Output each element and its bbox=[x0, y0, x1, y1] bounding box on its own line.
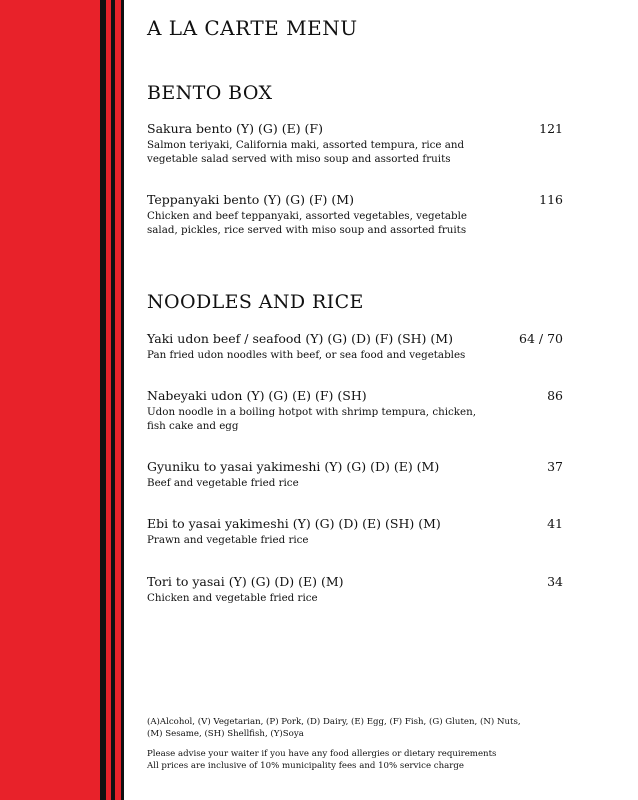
menu-item-price: 121 bbox=[539, 121, 563, 136]
menu-item-description: Prawn and vegetable fried rice bbox=[147, 534, 309, 546]
menu-footer bbox=[147, 716, 587, 772]
menu-item-price: 34 bbox=[547, 574, 563, 589]
menu-item-price: 64 / 70 bbox=[519, 331, 563, 346]
allergy-advice-note: Please advise your waiter if you have any food allergies or dietary requirements bbox=[147, 749, 497, 759]
menu-item-name: Yaki udon beef / seafood (Y) (G) (D) (F) (SH) (M) bbox=[147, 331, 453, 346]
menu-item-description: Salmon teriyaki, California maki, assorted tempura, rice and vegetable salad served with miso soup and assorted fruits bbox=[147, 139, 465, 165]
menu-item-description: Chicken and beef teppanyaki, assorted vegetables, vegetable salad, pickles, rice served with miso soup and assorted fruits bbox=[147, 210, 467, 236]
section-title-noodles-and-rice: NOODLES AND RICE bbox=[147, 291, 364, 313]
menu-item-description: Beef and vegetable fried rice bbox=[147, 477, 299, 489]
menu-item bbox=[147, 120, 563, 166]
menu-item-description: Chicken and vegetable fried rice bbox=[147, 592, 318, 604]
allergen-legend: (A)Alcohol, (V) Vegetarian, (P) Pork, (D) Dairy, (E) Egg, (F) Fish, (G) Gluten, (N) Nuts, bbox=[147, 717, 521, 727]
decorative-stripe bbox=[121, 0, 124, 800]
menu-item-name: Ebi to yasai yakimeshi (Y) (G) (D) (E) (SH) (M) bbox=[147, 516, 441, 531]
section-title-bento-box: BENTO BOX bbox=[147, 82, 273, 104]
menu-item-description: Udon noodle in a boiling hotpot with shrimp tempura, chicken, fish cake and egg bbox=[147, 406, 477, 432]
menu-item bbox=[147, 573, 563, 606]
menu-item-price: 37 bbox=[547, 459, 563, 474]
menu-item-price: 116 bbox=[539, 192, 563, 207]
page-title: A LA CARTE MENU bbox=[147, 16, 358, 40]
menu-item bbox=[147, 458, 563, 491]
menu-item-name: Sakura bento (Y) (G) (E) (F) bbox=[147, 121, 323, 136]
menu-item-name: Gyuniku to yasai yakimeshi (Y) (G) (D) (E) (M) bbox=[147, 459, 440, 474]
menu-item bbox=[147, 330, 563, 363]
menu-item-price: 86 bbox=[547, 388, 563, 403]
menu-item-name: Teppanyaki bento (Y) (G) (F) (M) bbox=[147, 192, 354, 207]
menu-item-price: 41 bbox=[547, 516, 563, 531]
menu-item-description: Pan fried udon noodles with beef, or sea food and vegetables bbox=[147, 349, 466, 361]
menu-item-name: Tori to yasai (Y) (G) (D) (E) (M) bbox=[147, 574, 344, 589]
price-note: All prices are inclusive of 10% municipality fees and 10% service charge bbox=[147, 761, 464, 771]
menu-item bbox=[147, 387, 563, 433]
allergen-legend: (M) Sesame, (SH) Shellfish, (Y)Soya bbox=[147, 729, 304, 739]
red-side-band bbox=[0, 0, 100, 800]
menu-item bbox=[147, 191, 563, 237]
menu-item bbox=[147, 515, 563, 548]
menu-item-name: Nabeyaki udon (Y) (G) (E) (F) (SH) bbox=[147, 388, 367, 403]
